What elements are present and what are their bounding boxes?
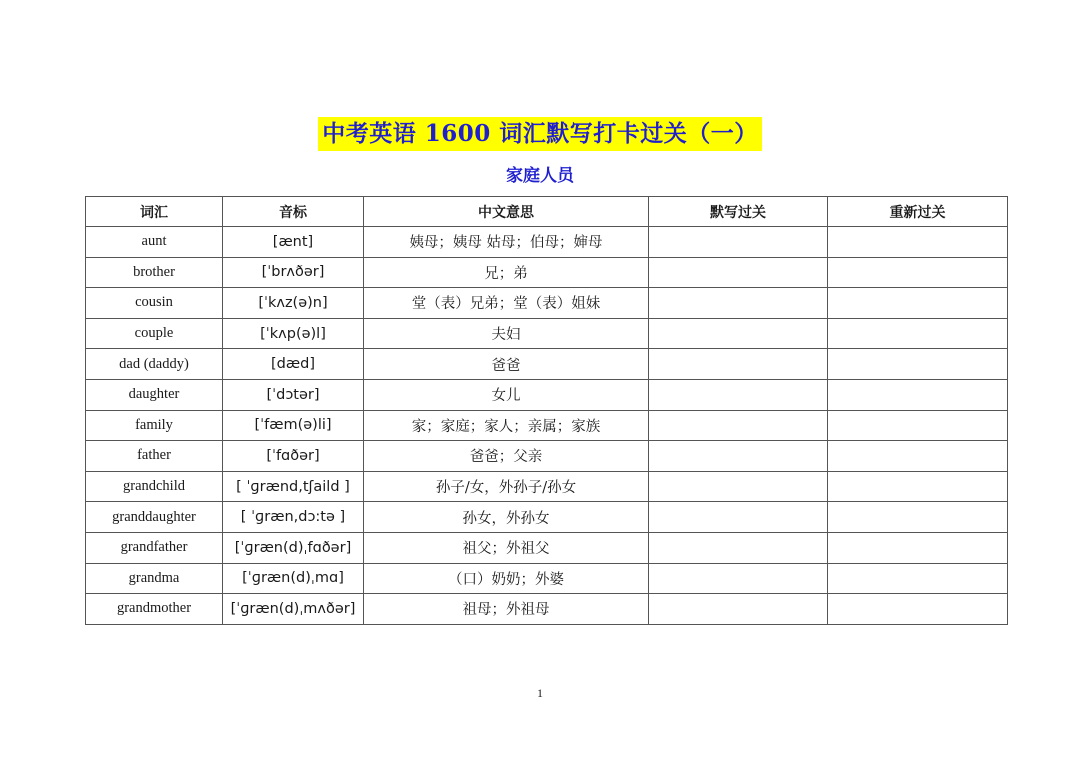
- table-row: [86, 471, 1008, 502]
- header-retry-pass: 重新过关: [828, 197, 1008, 227]
- word-cell: grandmother: [86, 594, 223, 625]
- meaning-cell: 堂（表）兄弟；堂（表）姐妹: [364, 288, 649, 319]
- header-dictation-pass: 默写过关: [649, 197, 828, 227]
- dictation-cell[interactable]: [649, 502, 828, 533]
- table-row: [86, 563, 1008, 594]
- table-row: [86, 227, 1008, 258]
- word-cell: couple: [86, 318, 223, 349]
- phonetic-cell: [ ˈɡræn,dɔ:tə ]: [223, 502, 364, 533]
- word-cell: grandchild: [86, 471, 223, 502]
- retry-cell[interactable]: [828, 227, 1008, 258]
- word-cell: dad (daddy): [86, 349, 223, 380]
- header-meaning: 中文意思: [364, 197, 649, 227]
- meaning-cell: 爸爸: [364, 349, 649, 380]
- meaning-cell: 爸爸；父亲: [364, 441, 649, 472]
- dictation-cell[interactable]: [649, 471, 828, 502]
- word-cell: grandfather: [86, 532, 223, 563]
- dictation-cell[interactable]: [649, 288, 828, 319]
- header-phonetic: 音标: [223, 197, 364, 227]
- table-row: [86, 441, 1008, 472]
- dictation-cell[interactable]: [649, 379, 828, 410]
- table-row: [86, 410, 1008, 441]
- meaning-cell: 孙女，外孙女: [364, 502, 649, 533]
- phonetic-cell: [ˈfæm(ə)li]: [223, 410, 364, 441]
- dictation-cell[interactable]: [649, 227, 828, 258]
- retry-cell[interactable]: [828, 441, 1008, 472]
- word-cell: daughter: [86, 379, 223, 410]
- word-cell: grandma: [86, 563, 223, 594]
- phonetic-cell: [ˈɡræn(d)ˌfɑðər]: [223, 532, 364, 563]
- meaning-cell: （口）奶奶；外婆: [364, 563, 649, 594]
- phonetic-cell: [ˈkʌz(ə)n]: [223, 288, 364, 319]
- dictation-cell[interactable]: [649, 594, 828, 625]
- retry-cell[interactable]: [828, 318, 1008, 349]
- phonetic-cell: [dæd]: [223, 349, 364, 380]
- header-word: 词汇: [86, 197, 223, 227]
- retry-cell[interactable]: [828, 379, 1008, 410]
- retry-cell[interactable]: [828, 594, 1008, 625]
- phonetic-cell: [ˈɡræn(d)ˌmɑ]: [223, 563, 364, 594]
- meaning-cell: 兄；弟: [364, 257, 649, 288]
- phonetic-cell: [ˈfɑðər]: [223, 441, 364, 472]
- table-row: [86, 257, 1008, 288]
- meaning-cell: 夫妇: [364, 318, 649, 349]
- word-cell: granddaughter: [86, 502, 223, 533]
- dictation-cell[interactable]: [649, 532, 828, 563]
- word-cell: family: [86, 410, 223, 441]
- retry-cell[interactable]: [828, 410, 1008, 441]
- retry-cell[interactable]: [828, 532, 1008, 563]
- word-cell: father: [86, 441, 223, 472]
- retry-cell[interactable]: [828, 349, 1008, 380]
- dictation-cell[interactable]: [649, 257, 828, 288]
- table-row: [86, 532, 1008, 563]
- phonetic-cell: [ænt]: [223, 227, 364, 258]
- retry-cell[interactable]: [828, 257, 1008, 288]
- meaning-cell: 家；家庭；家人；亲属；家族: [364, 410, 649, 441]
- table-row: [86, 594, 1008, 625]
- phonetic-cell: [ˈbrʌðər]: [223, 257, 364, 288]
- page-number: 1: [537, 686, 543, 700]
- table-row: [86, 288, 1008, 319]
- dictation-cell[interactable]: [649, 318, 828, 349]
- table-header-row: [86, 197, 1008, 227]
- section-subtitle: 家庭人员: [506, 166, 574, 186]
- meaning-cell: 祖母；外祖母: [364, 594, 649, 625]
- title-block: [0, 117, 1080, 151]
- table-row: [86, 318, 1008, 349]
- meaning-cell: 祖父；外祖父: [364, 532, 649, 563]
- retry-cell[interactable]: [828, 471, 1008, 502]
- table-row: [86, 502, 1008, 533]
- word-cell: aunt: [86, 227, 223, 258]
- phonetic-cell: [ ˈɡrænd,tʃaild ]: [223, 471, 364, 502]
- dictation-cell[interactable]: [649, 563, 828, 594]
- word-cell: cousin: [86, 288, 223, 319]
- meaning-cell: 姨母；姨母 姑母；伯母；婶母: [364, 227, 649, 258]
- page-title: 中考英语 1600 词汇默写打卡过关（一）: [318, 117, 762, 151]
- dictation-cell[interactable]: [649, 349, 828, 380]
- meaning-cell: 孙子/女，外孙子/孙女: [364, 471, 649, 502]
- dictation-cell[interactable]: [649, 410, 828, 441]
- table-row: [86, 349, 1008, 380]
- meaning-cell: 女儿: [364, 379, 649, 410]
- phonetic-cell: [ˈɡræn(d)ˌmʌðər]: [223, 594, 364, 625]
- phonetic-cell: [ˈdɔtər]: [223, 379, 364, 410]
- retry-cell[interactable]: [828, 288, 1008, 319]
- phonetic-cell: [ˈkʌp(ə)l]: [223, 318, 364, 349]
- retry-cell[interactable]: [828, 502, 1008, 533]
- dictation-cell[interactable]: [649, 441, 828, 472]
- vocabulary-table: [85, 196, 1008, 625]
- retry-cell[interactable]: [828, 563, 1008, 594]
- table-row: [86, 379, 1008, 410]
- word-cell: brother: [86, 257, 223, 288]
